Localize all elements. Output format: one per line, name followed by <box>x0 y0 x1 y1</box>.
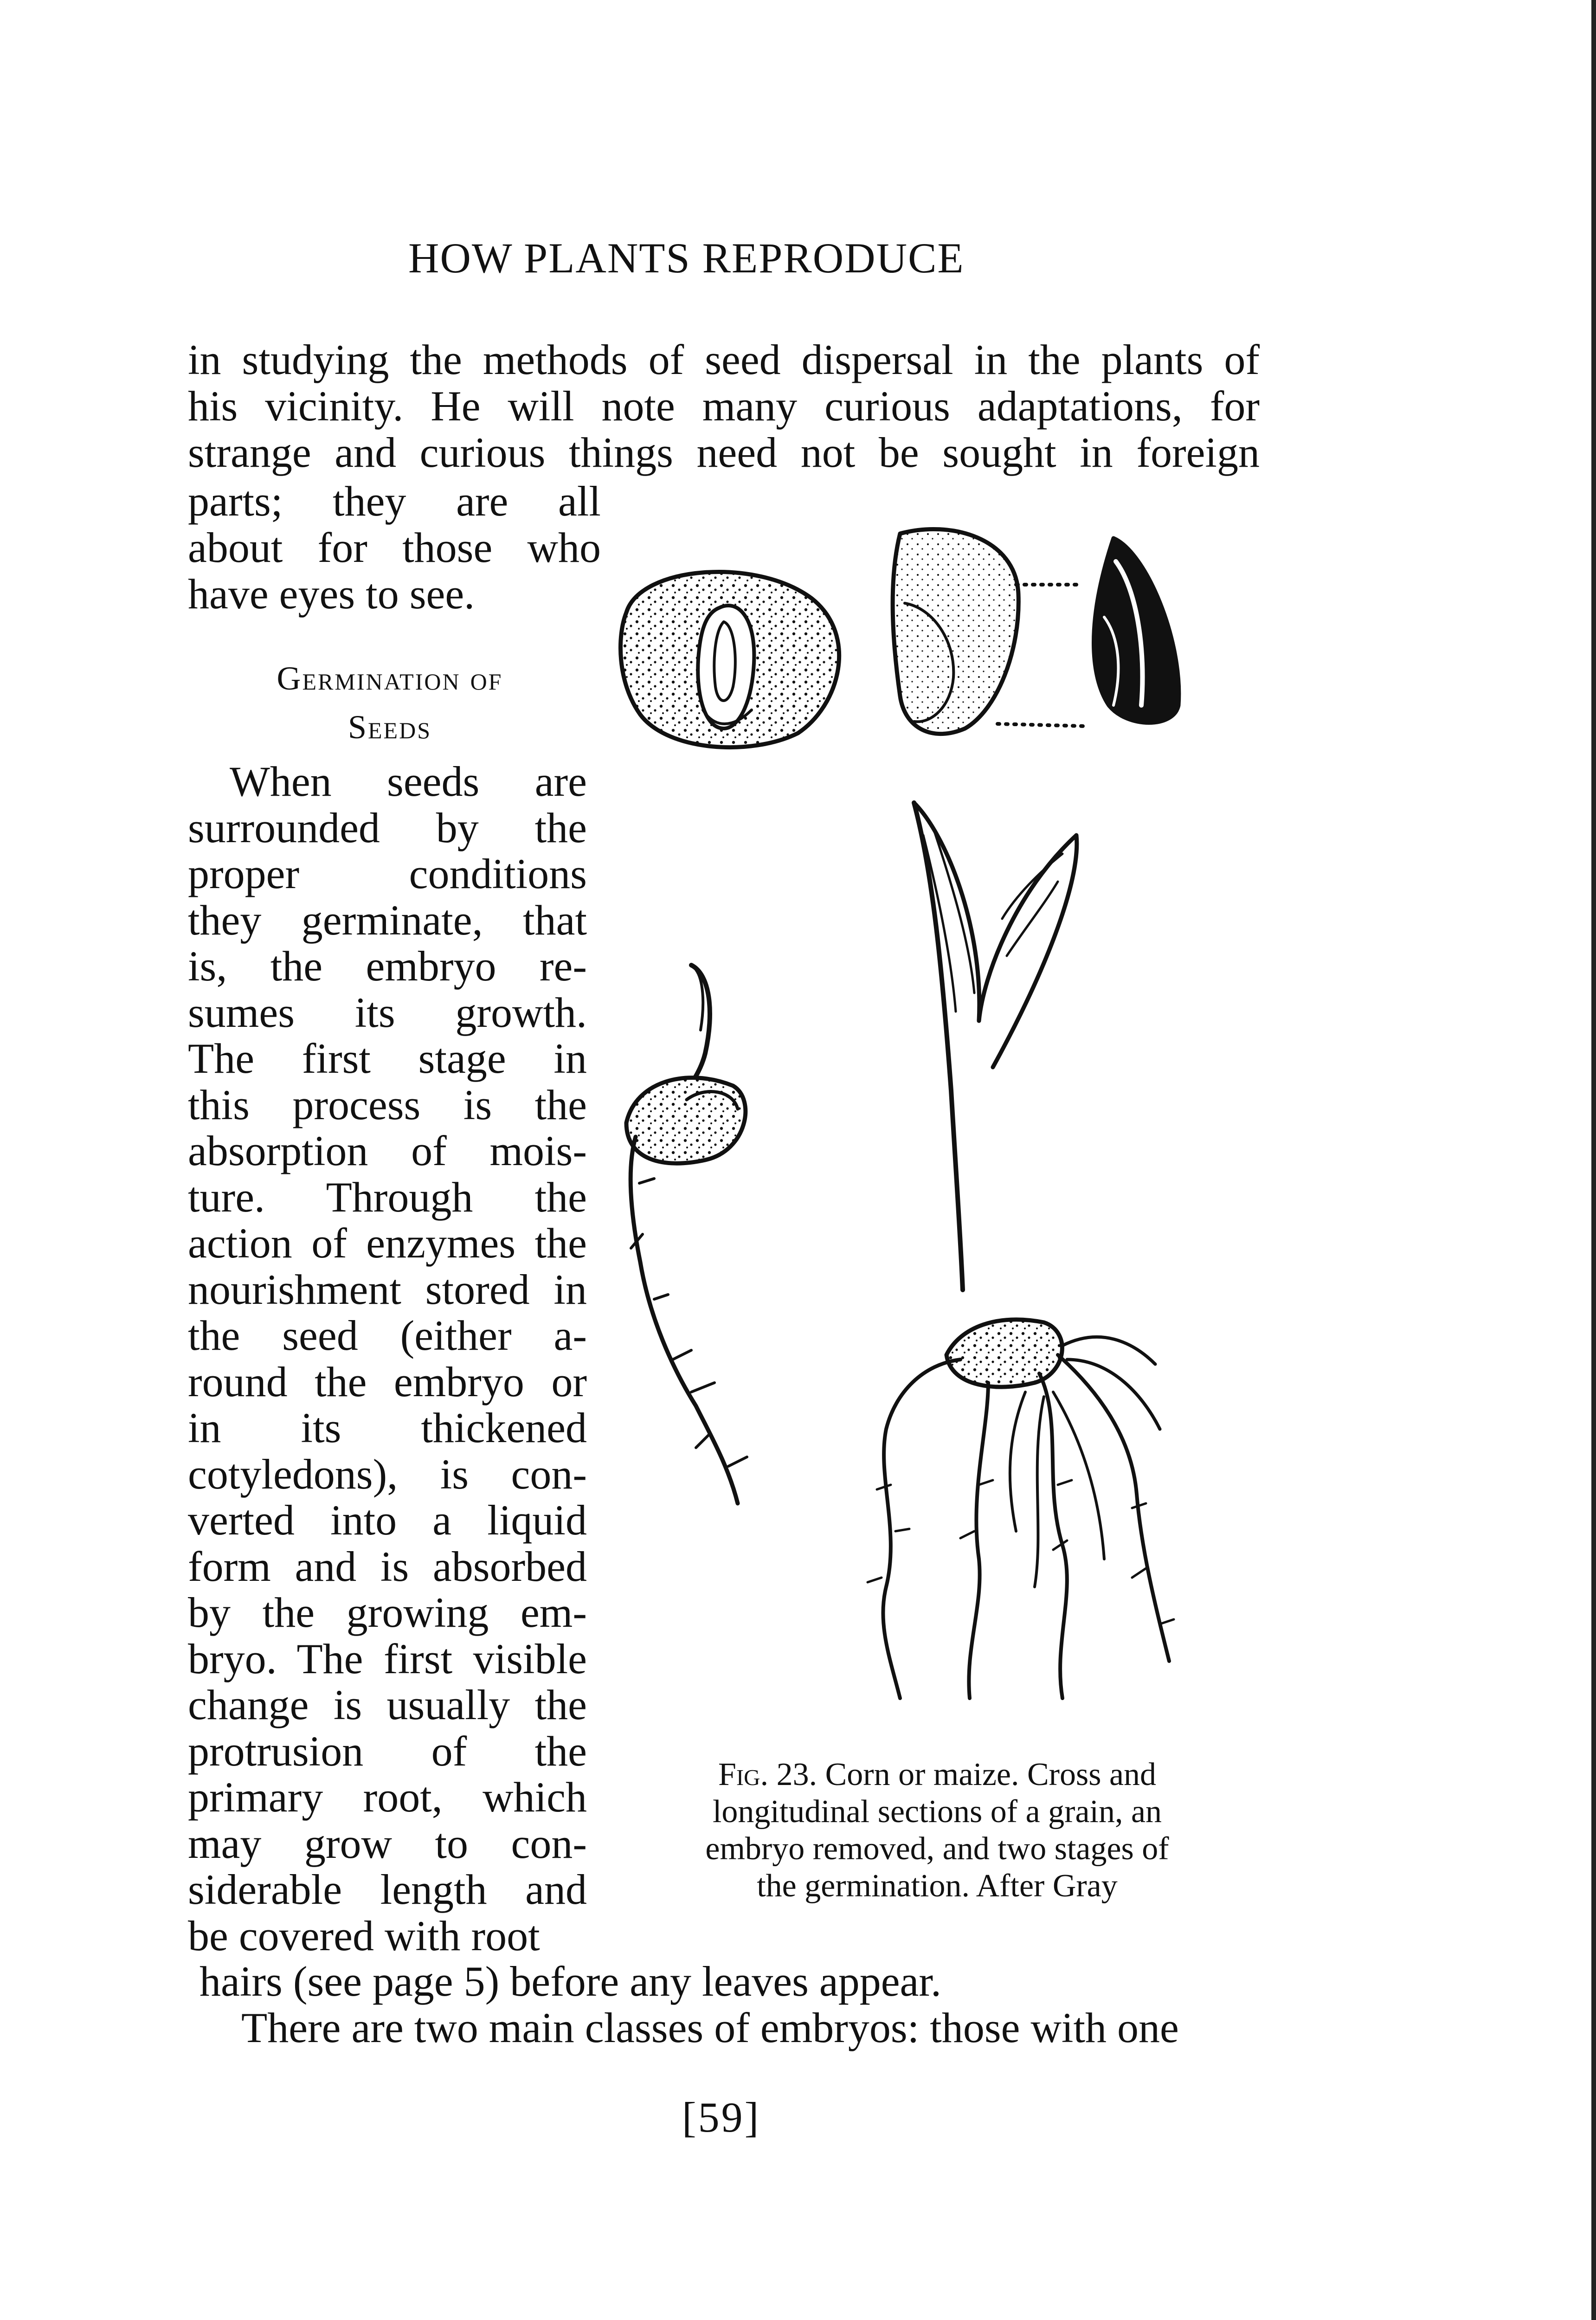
text-line: protrusion of the <box>188 1727 587 1775</box>
caption-line-3: embryo removed, and two stages of <box>705 1831 1169 1867</box>
caption-label: Fig. 23. <box>718 1757 817 1792</box>
text-line: There are two main classes of embryos: those with one <box>241 2004 1179 2051</box>
closing-text <box>200 1958 1281 2051</box>
text-line: ture. Through the <box>188 1173 587 1221</box>
text-line: parts; they are all <box>188 477 601 525</box>
text-line: in its thickened <box>188 1404 587 1451</box>
text-line: siderable length and <box>188 1866 587 1913</box>
text-line: form and is absorbed <box>188 1542 587 1590</box>
running-head: HOW PLANTS REPRODUCE <box>408 234 965 282</box>
text-line: round the embryo or <box>188 1358 587 1405</box>
text-line: may grow to con- <box>188 1819 587 1867</box>
grain-cross-section <box>621 572 839 748</box>
figure-caption <box>636 1756 1239 1905</box>
text-line: When seeds are <box>230 758 587 805</box>
text-line: this process is the <box>188 1081 587 1128</box>
caption-text: Corn or maize. Cross and <box>825 1757 1157 1792</box>
text-line: the seed (either a- <box>188 1312 587 1359</box>
grain-longitudinal-section <box>893 529 1086 734</box>
section-heading <box>246 654 534 752</box>
page-edge-shadow <box>1591 0 1596 2320</box>
text-line: they germinate, that <box>188 896 587 944</box>
text-line: is, the embryo re- <box>188 942 587 990</box>
text-line: change is usually the <box>188 1681 587 1728</box>
section-heading-line-1: Germination <box>277 660 461 697</box>
text-line: primary root, which <box>188 1773 587 1821</box>
text-line: nourishment stored in <box>188 1265 587 1313</box>
text-line: action of enzymes the <box>188 1219 587 1267</box>
text-line: hairs (see page 5) before any leaves appear. <box>200 1958 941 2005</box>
caption-line-1 <box>636 1756 1239 1793</box>
caption-line-4: the germination. After Gray <box>757 1868 1118 1904</box>
text-line: verted into a liquid <box>188 1496 587 1544</box>
text-line: absorption of mois- <box>188 1127 587 1174</box>
text-line: by the growing em- <box>188 1589 587 1636</box>
corn-germination-figure <box>598 510 1271 1763</box>
young-seedling <box>626 965 747 1503</box>
removed-embryo <box>1094 538 1179 723</box>
section-heading-line-2: of Seeds <box>348 660 503 746</box>
text-line: cotyledons), is con- <box>188 1450 587 1498</box>
text-line: about for those who <box>188 524 601 571</box>
caption-line-2: longitudinal sections of a grain, an <box>712 1794 1162 1830</box>
intro-paragraph <box>188 336 1260 476</box>
text-line: have eyes to see. <box>188 570 475 618</box>
text-line: The first stage in <box>188 1035 587 1082</box>
text-line: proper conditions <box>188 850 587 897</box>
grown-seedling <box>868 803 1174 1698</box>
text-line: his vicinity. He will note many curious adaptations, for <box>188 382 1260 430</box>
text-line: bryo. The first visible <box>188 1635 587 1682</box>
text-line: in studying the methods of seed dispersal in the plants of <box>188 336 1260 383</box>
text-line: sumes its growth. <box>188 988 587 1036</box>
page-number: [59] <box>682 2094 761 2141</box>
body-paragraph <box>188 759 587 1959</box>
text-line: be covered with root <box>188 1912 540 1959</box>
intro-continuation <box>188 478 601 617</box>
text-line: surrounded by the <box>188 804 587 851</box>
text-line: strange and curious things need not be sought in foreign <box>188 429 1260 476</box>
